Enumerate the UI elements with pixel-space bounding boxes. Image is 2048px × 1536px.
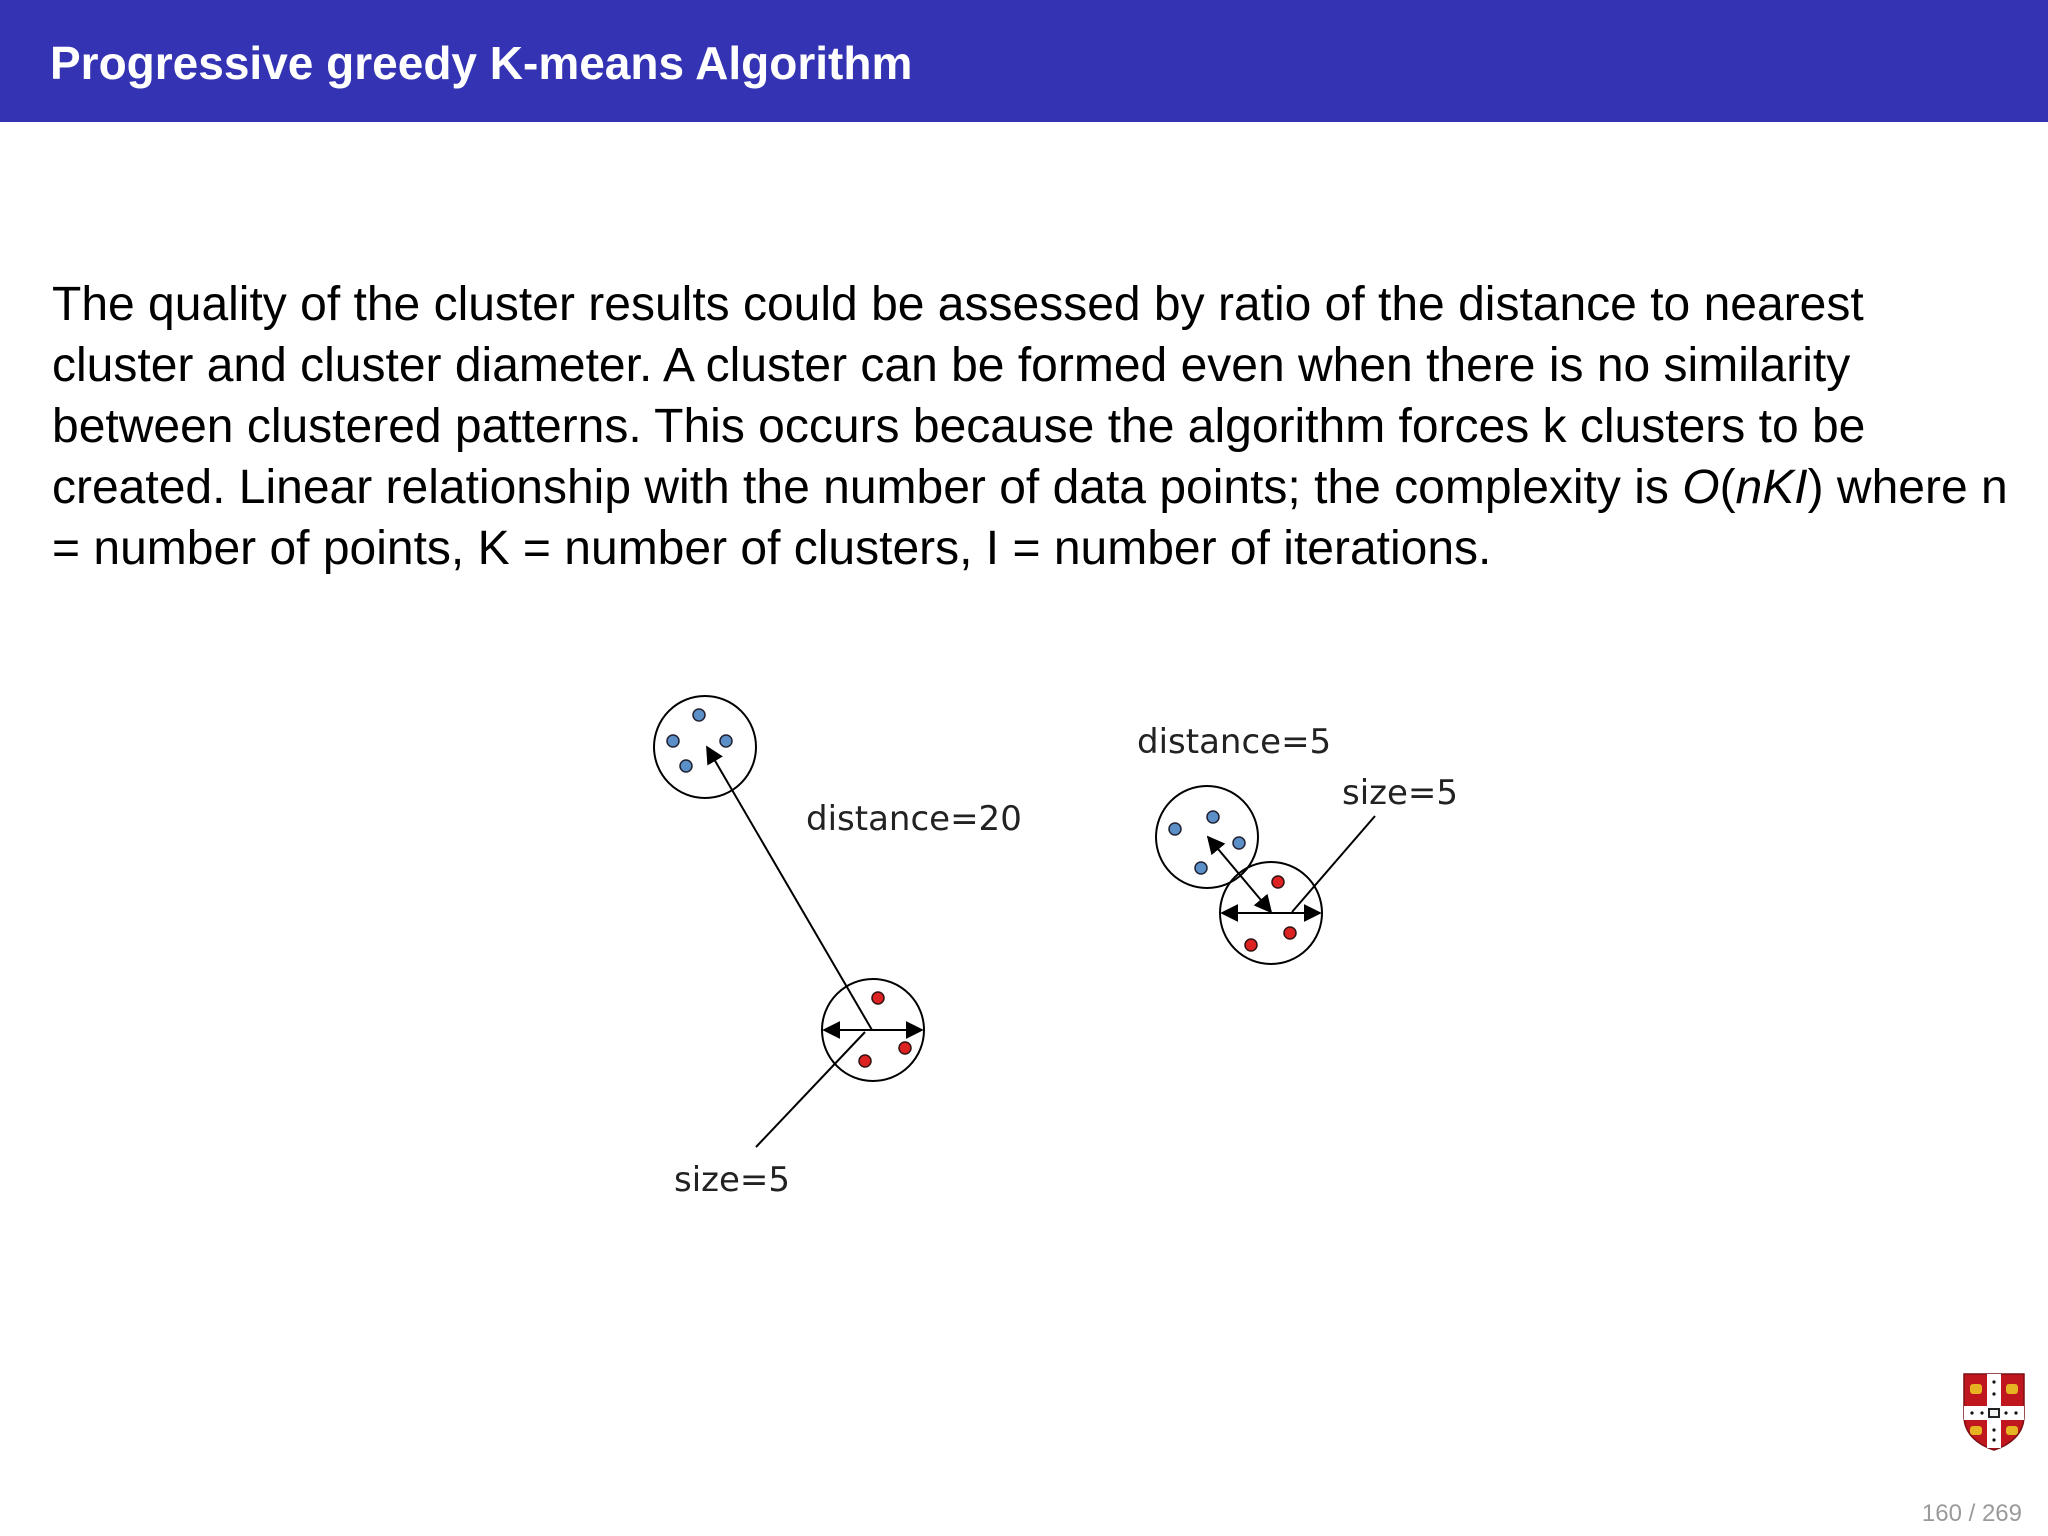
- left-red-point: [859, 1055, 871, 1067]
- left-blue-point: [693, 709, 705, 721]
- university-crest-icon: [1962, 1372, 2026, 1452]
- body-paragraph: [52, 274, 2012, 579]
- right-size-leader: [1292, 816, 1375, 912]
- left-blue-point: [667, 735, 679, 747]
- right-distance-label: distance=5: [1137, 722, 1332, 762]
- math-nki: nKI: [1735, 461, 1808, 514]
- page-number: 160 / 269: [1921, 1500, 2022, 1527]
- cluster-diagram: [640, 680, 1480, 1240]
- title-bar: [0, 0, 2048, 122]
- right-red-point: [1245, 939, 1257, 951]
- right-red-point: [1284, 927, 1296, 939]
- left-size-leader: [756, 1032, 865, 1147]
- right-size-label: size=5: [1342, 773, 1459, 813]
- left-blue-point: [720, 735, 732, 747]
- right-blue-point: [1195, 862, 1207, 874]
- right-red-point: [1272, 876, 1284, 888]
- body-text-part1: The quality of the cluster results could be assessed by ratio of the distance to nearest cluster and cluster diameter. A cluster can be formed even when there is no similarity between clustered patterns. This occurs because the algorithm forces k clusters to be created. Linear relationship with the number of data points; the complexity is: [52, 278, 1866, 514]
- left-blue-point: [680, 760, 692, 772]
- math-o: O: [1682, 461, 1720, 514]
- right-cluster-pair: [1137, 722, 1458, 964]
- left-cluster-pair: [654, 696, 1022, 1200]
- right-blue-point: [1207, 811, 1219, 823]
- left-blue-cluster-circle: [654, 696, 756, 798]
- left-distance-arrow: [707, 747, 872, 1030]
- left-red-point: [872, 992, 884, 1004]
- right-blue-point: [1233, 837, 1245, 849]
- math-paren-open: (: [1719, 461, 1736, 514]
- body-text-part2: where n = number of points, K = number of clusters, I = number of iterations.: [52, 461, 2008, 575]
- left-size-label: size=5: [674, 1160, 791, 1200]
- left-distance-label: distance=20: [806, 799, 1022, 839]
- left-red-point: [899, 1042, 911, 1054]
- right-blue-point: [1169, 823, 1181, 835]
- right-blue-cluster-circle: [1156, 786, 1258, 888]
- math-paren-close: ): [1807, 461, 1824, 514]
- slide-title: Progressive greedy K-means Algorithm: [50, 37, 913, 89]
